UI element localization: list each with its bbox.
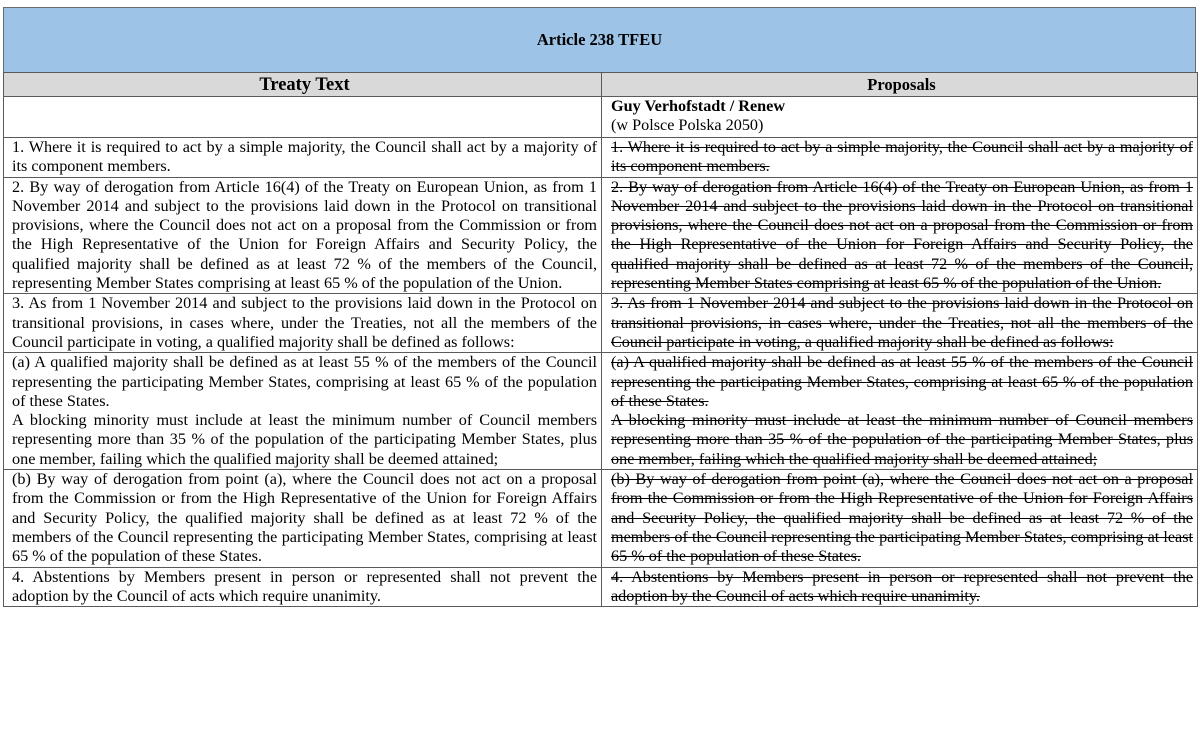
proposal-paragraph-struck: A blocking minority must include at least the minimum number of Council members representing more than 35 % of the population of the participating Member States, plus one member, failing which the qualified majority shall be deemed attained; (611, 411, 1193, 468)
proposal-cell-deleted (602, 177, 1198, 294)
article-title-bar (3, 7, 1196, 72)
proposal-cell-deleted (602, 567, 1198, 607)
table-row (4, 294, 1198, 353)
proposal-paragraph-struck: 3. As from 1 November 2014 and subject to the provisions laid down in the Protocol on transitional provisions, in cases where, under the Treaties, not all the members of the Council participate in voting, a qualified majority shall be defined as follows: (611, 294, 1193, 351)
table-row (4, 353, 1198, 470)
treaty-paragraph: 3. As from 1 November 2014 and subject to the provisions laid down in the Protocol on transitional provisions, in cases where, under the Treaties, not all the members of the Council participate in voting, a qualified majority shall be defined as follows: (12, 294, 597, 351)
treaty-text-cell (4, 470, 602, 567)
table-row (4, 470, 1198, 567)
treaty-text-cell (4, 138, 602, 178)
empty-cell (4, 97, 602, 138)
treaty-paragraph: (b) By way of derogation from point (a), where the Council does not act on a proposal from the Commission or from the High Representative of the Union for Foreign Affairs and Security Policy, the qualified majority shall be defined as at least 72 % of the members of the Council representing the participating Member States, comprising at least 65 % of the population of these States. (12, 470, 597, 566)
table-row (4, 138, 1198, 178)
article-title: Article 238 TFEU (536, 30, 663, 50)
treaty-paragraph: 4. Abstentions by Members present in person or represented shall not prevent the adoption by the Council of acts which require unanimity. (12, 567, 597, 605)
treaty-paragraph: (a) A qualified majority shall be defined as at least 55 % of the members of the Council representing the participating Member States, comprising at least 65 % of the population of these States. (12, 353, 597, 410)
proposal-author: Guy Verhofstadt / Renew (611, 97, 786, 115)
header-row (4, 73, 1198, 97)
treaty-text-cell (4, 294, 602, 353)
proposal-paragraph-struck: 4. Abstentions by Members present in person or represented shall not prevent the adoption by the Council of acts which require unanimity. (611, 567, 1193, 605)
proposal-author-cell (602, 97, 1198, 138)
proposal-paragraph-struck: (a) A qualified majority shall be defined as at least 55 % of the members of the Council representing the participating Member States, comprising at least 65 % of the population of these States. (611, 353, 1193, 410)
treaty-paragraph: 1. Where it is required to act by a simple majority, the Council shall act by a majority of its component members. (12, 138, 597, 176)
treaty-text-cell (4, 353, 602, 470)
document (3, 7, 1196, 607)
proposal-paragraph-struck: 2. By way of derogation from Article 16(4) of the Treaty on European Union, as from 1 November 2014 and subject to the provisions laid down in the Protocol on transitional provisions, where the Council does not act on a proposal from the Commission or from the High Representative of the Union for Foreign Affairs and Security Policy, the qualified majority shall be defined as at least 72 % of the members of the Council, representing Member States comprising at least 65 % of the population of the Union. (611, 177, 1193, 293)
proposal-affiliation: (w Polsce Polska 2050) (611, 116, 764, 135)
proposals-header: Proposals (602, 73, 1198, 97)
proposal-cell-deleted (602, 470, 1198, 567)
treaty-text-cell (4, 177, 602, 294)
proposal-author-row (4, 97, 1198, 138)
proposal-cell-deleted (602, 138, 1198, 178)
treaty-paragraph: 2. By way of derogation from Article 16(4) of the Treaty on European Union, as from 1 November 2014 and subject to the provisions laid down in the Protocol on transitional provisions, where the Council does not act on a proposal from the Commission or from the High Representative of the Union for Foreign Affairs and Security Policy, the qualified majority shall be defined as at least 72 % of the members of the Council, representing Member States comprising at least 65 % of the population of the Union. (12, 177, 597, 293)
table-row (4, 177, 1198, 294)
proposal-cell-deleted (602, 294, 1198, 353)
proposal-paragraph-struck: (b) By way of derogation from point (a), where the Council does not act on a proposal from the Commission or from the High Representative of the Union for Foreign Affairs and Security Policy, the qualified majority shall be defined as at least 72 % of the members of the Council representing the participating Member States, comprising at least 65 % of the population of these States. (611, 470, 1193, 566)
treaty-text-header: Treaty Text (4, 73, 602, 97)
treaty-paragraph: A blocking minority must include at least the minimum number of Council members representing more than 35 % of the population of the participating Member States, plus one member, failing which the qualified majority shall be deemed attained; (12, 411, 597, 468)
table-row (4, 567, 1198, 607)
proposal-cell-deleted (602, 353, 1198, 470)
treaty-text-cell (4, 567, 602, 607)
proposal-paragraph-struck: 1. Where it is required to act by a simple majority, the Council shall act by a majority of its component members. (611, 138, 1193, 176)
comparison-table (3, 72, 1198, 607)
